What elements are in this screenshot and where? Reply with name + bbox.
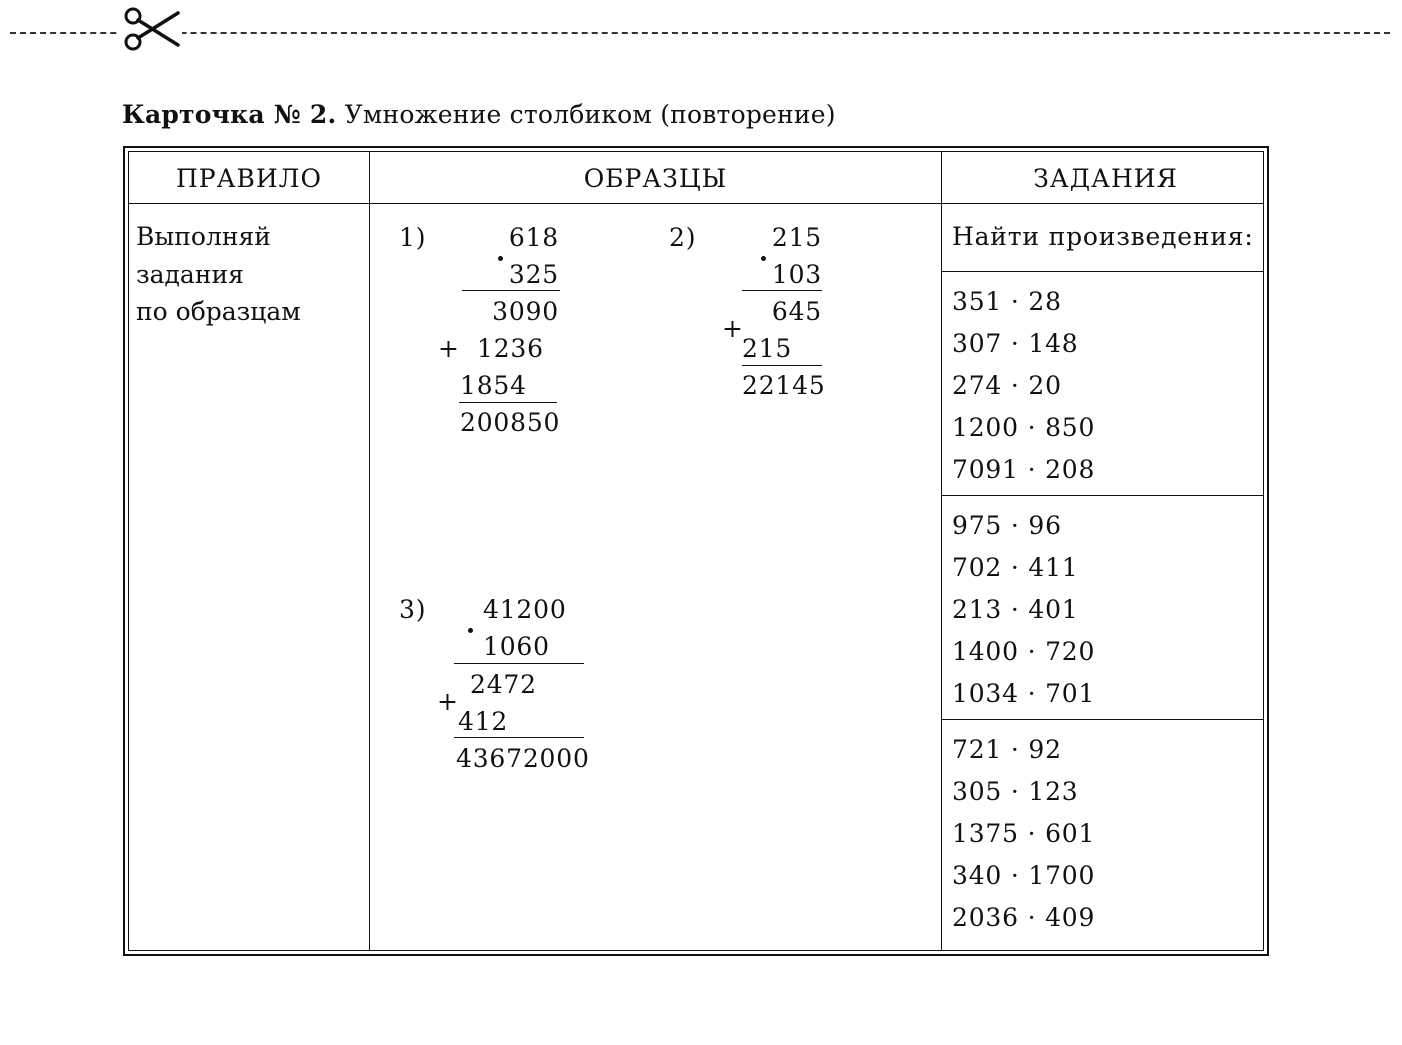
multiplicand: 215	[771, 223, 822, 252]
multiplier: 1060	[483, 632, 550, 661]
task-divider	[941, 719, 1263, 720]
cut-line	[10, 32, 1390, 34]
partial-product: 215	[742, 334, 793, 363]
card-subject: Умножение столбиком (повторение)	[344, 100, 836, 129]
partial-product: 2472	[470, 670, 537, 699]
tasks-prompt: Найти произведения:	[952, 222, 1254, 251]
task-item: 274 · 20	[952, 371, 1062, 400]
task-item: 2036 · 409	[952, 903, 1096, 932]
rule-text	[136, 218, 301, 331]
task-group	[942, 273, 1269, 495]
task-item: 1200 · 850	[952, 413, 1096, 442]
task-item: 702 · 411	[952, 553, 1079, 582]
rule-line: задания	[136, 259, 244, 289]
sample-label: 3)	[399, 595, 427, 624]
product-result: 43672000	[456, 744, 590, 773]
partial-product: 412	[458, 707, 509, 736]
result-bar	[742, 290, 822, 291]
product-result: 22145	[742, 371, 826, 400]
table-frame	[128, 151, 1264, 951]
result-bar	[742, 365, 822, 366]
task-item: 1034 · 701	[952, 679, 1096, 708]
rule-line: по образцам	[136, 297, 301, 326]
multiplier: 103	[771, 260, 822, 289]
header-rule: ПРАВИЛО	[175, 164, 323, 193]
partial-product: 1854	[460, 371, 527, 400]
task-divider	[941, 495, 1263, 496]
plus-sign: +	[438, 334, 459, 363]
partial-product: 3090	[492, 297, 559, 326]
partial-product: 645	[771, 297, 822, 326]
sample-label: 2)	[669, 223, 697, 252]
tasks-prompt-cell	[942, 204, 1269, 271]
rule-line: Выполняй	[136, 222, 271, 251]
card-table	[123, 146, 1269, 956]
task-item: 1400 · 720	[952, 637, 1096, 666]
multiply-dot-icon	[468, 628, 473, 633]
task-item: 307 · 148	[952, 329, 1079, 358]
task-item: 721 · 92	[952, 735, 1062, 764]
card-title	[122, 100, 836, 129]
plus-sign: +	[722, 314, 743, 343]
product-result: 200850	[460, 408, 561, 437]
task-divider	[941, 271, 1263, 272]
partial-product: 1236	[477, 334, 544, 363]
result-bar	[462, 290, 560, 291]
card-number: Карточка № 2.	[122, 100, 337, 129]
header-tasks: ЗАДАНИЯ	[1033, 164, 1178, 193]
task-item: 975 · 96	[952, 511, 1062, 540]
task-group	[942, 721, 1269, 951]
multiplicand: 41200	[483, 595, 567, 624]
plus-sign: +	[437, 687, 458, 716]
multiplier: 325	[508, 260, 559, 289]
task-item: 7091 · 208	[952, 455, 1096, 484]
multiplicand: 618	[508, 223, 559, 252]
task-item: 1375 · 601	[952, 819, 1096, 848]
sample-label: 1)	[399, 223, 427, 252]
task-item: 340 · 1700	[952, 861, 1096, 890]
column-divider	[369, 152, 370, 950]
header-samples: ОБРАЗЦЫ	[583, 164, 728, 193]
task-item: 351 · 28	[952, 287, 1062, 316]
task-group	[942, 497, 1269, 719]
task-item: 305 · 123	[952, 777, 1079, 806]
result-bar	[459, 402, 557, 403]
result-bar	[454, 663, 584, 664]
task-item: 213 · 401	[952, 595, 1079, 624]
result-bar	[454, 737, 584, 738]
scissors-icon	[120, 5, 182, 53]
